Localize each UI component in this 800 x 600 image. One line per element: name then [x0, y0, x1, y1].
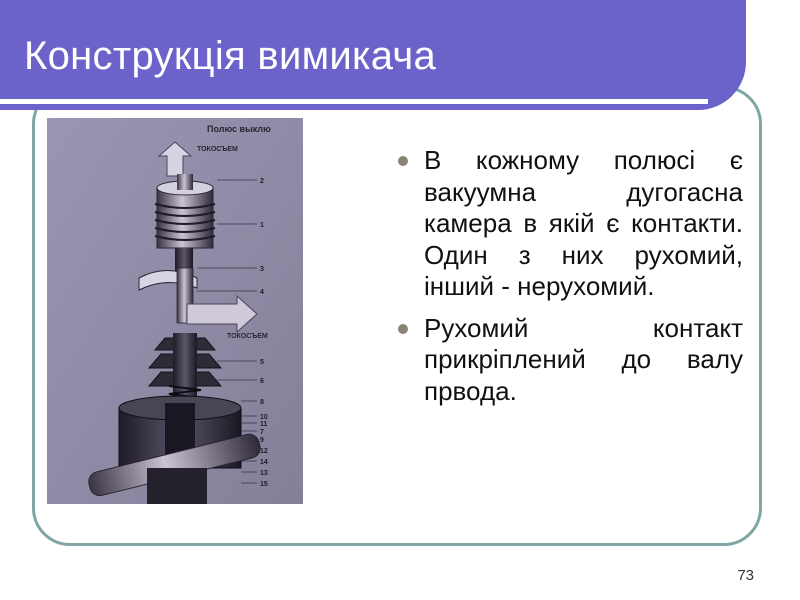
bullet-text: В кожному полюсі є вакуумна дугогасна камера в якій є контакти. Один з них рухомий, інший - нерухомий. — [424, 145, 743, 301]
callout-label: 4 — [260, 289, 264, 296]
callout-label: 15 — [260, 481, 268, 488]
bullet-dot-icon — [398, 324, 408, 334]
switch-pole-photo — [47, 118, 303, 504]
bullet-item — [398, 313, 743, 408]
callout-label: 6 — [260, 378, 264, 385]
callout-label: 13 — [260, 470, 268, 477]
callout-label: 11 — [260, 421, 268, 428]
callout-label: 1 — [260, 222, 264, 229]
page-number: 73 — [737, 567, 754, 584]
figure-heading: Полюс выклю — [207, 124, 271, 134]
bullet-list — [398, 145, 743, 417]
bullet-item — [398, 145, 743, 303]
callout-label: 2 — [260, 178, 264, 185]
callout-label: 5 — [260, 359, 264, 366]
callout-label: 12 — [260, 448, 268, 455]
callout-label: 10 — [260, 414, 268, 421]
bullet-text: Рухомий контакт прикріплений до валу првода. — [424, 312, 743, 406]
bullet-dot-icon — [398, 156, 408, 166]
callout-label: 14 — [260, 459, 268, 466]
figure-label-mid: ТОКОСЪЕМ — [227, 333, 268, 340]
callout-label: 8 — [260, 399, 264, 406]
callout-label: 3 — [260, 266, 264, 273]
title-bar — [0, 0, 746, 110]
slide-title: Конструкція вимикача — [24, 34, 437, 78]
callout-label: 7 — [260, 429, 264, 436]
figure-label-top: ТОКОСЪЕМ — [197, 146, 238, 153]
callout-label: 9 — [260, 437, 264, 444]
